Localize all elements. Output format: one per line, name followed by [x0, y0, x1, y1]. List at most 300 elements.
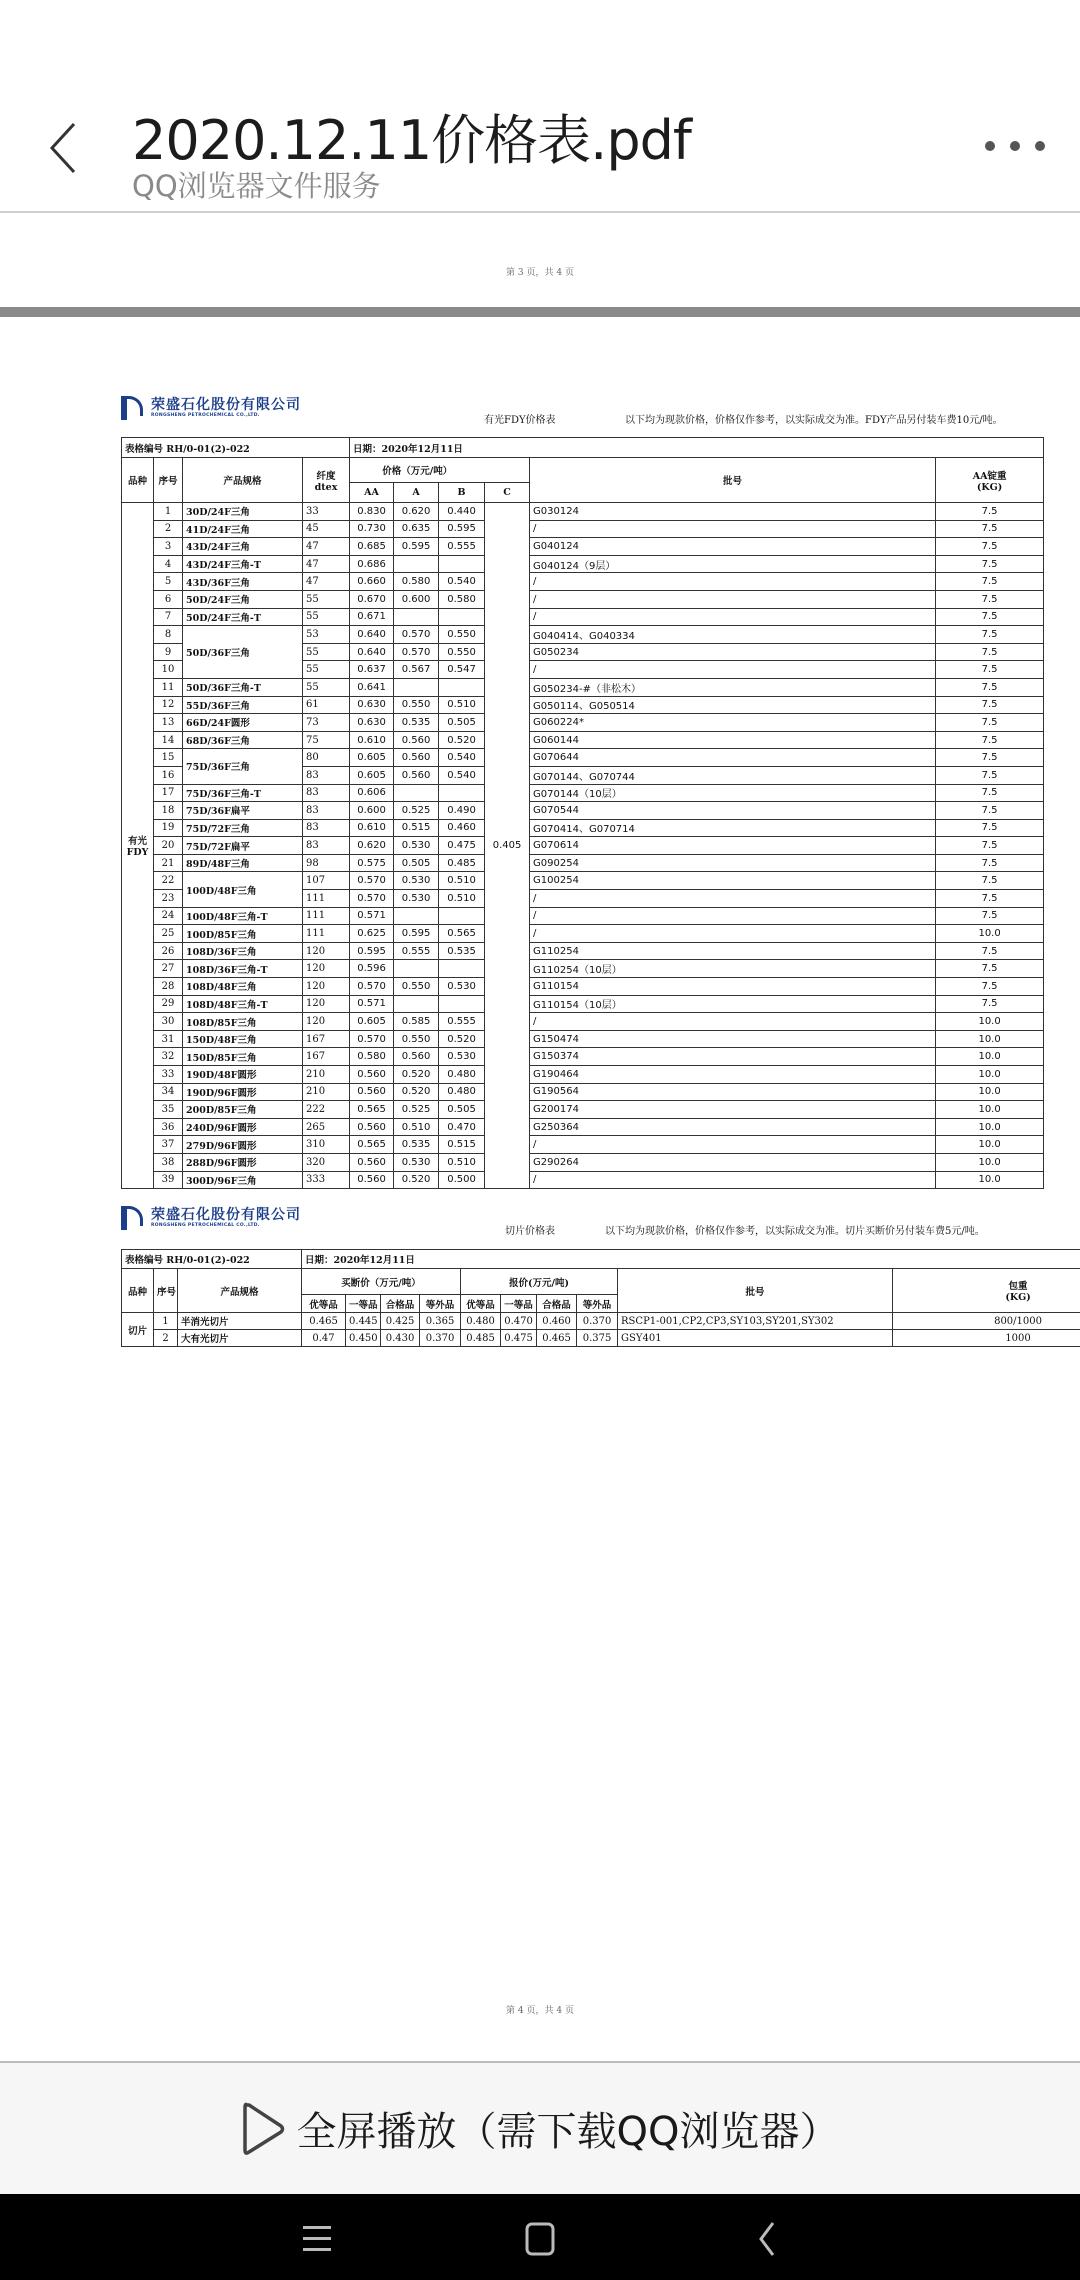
table-row — [122, 819, 1044, 837]
chip-header-q3: 合格品 — [537, 1295, 577, 1313]
row-weight: 10.0 — [936, 1171, 1044, 1189]
row-price-b: 0.510 — [439, 890, 485, 908]
row-dtex: 107 — [303, 872, 350, 890]
row-batch: / — [530, 890, 936, 908]
more-options-button[interactable] — [985, 136, 1045, 156]
row-price-aa: 0.560 — [350, 1118, 394, 1136]
row-spec: 108D/36F三角-T — [183, 960, 303, 978]
row-weight: 10.0 — [936, 1048, 1044, 1066]
row-batch: / — [530, 925, 936, 943]
header-seq: 序号 — [154, 458, 183, 503]
row-price-a: 0.530 — [394, 890, 439, 908]
chip-variety: 切片 — [122, 1313, 154, 1347]
table-row — [122, 1101, 1044, 1119]
row-seq: 24 — [154, 907, 183, 925]
row-price-a: 0.585 — [394, 1013, 439, 1031]
row-seq: 34 — [154, 1083, 183, 1101]
row-price-b: 0.520 — [439, 731, 485, 749]
table-row — [122, 503, 1044, 521]
row-dtex: 120 — [303, 942, 350, 960]
row-price-b — [439, 960, 485, 978]
chip-header-variety: 品种 — [122, 1269, 154, 1313]
row-price-aa: 0.670 — [350, 590, 394, 608]
row-price-b: 0.580 — [439, 590, 485, 608]
row-seq: 11 — [154, 678, 183, 696]
row-dtex: 47 — [303, 573, 350, 591]
row-seq: 5 — [154, 573, 183, 591]
chip-seq: 1 — [154, 1313, 178, 1330]
row-batch: / — [530, 573, 936, 591]
row-price-a: 0.530 — [394, 1153, 439, 1171]
row-dtex: 310 — [303, 1136, 350, 1154]
row-dtex: 75 — [303, 731, 350, 749]
row-price-aa: 0.640 — [350, 626, 394, 644]
row-spec: 240D/96F圆形 — [183, 1118, 303, 1136]
chip-table-title: 切片价格表 — [505, 1226, 555, 1237]
row-spec: 50D/24F三角-T — [183, 608, 303, 626]
row-dtex: 55 — [303, 590, 350, 608]
table-row — [122, 837, 1044, 855]
row-spec: 100D/85F三角 — [183, 925, 303, 943]
row-price-aa: 0.830 — [350, 503, 394, 521]
page-4-footer: 第 4 页，共 4 页 — [506, 2006, 574, 2016]
row-price-a: 0.620 — [394, 503, 439, 521]
table-row — [122, 714, 1044, 732]
chip-quote-g3: 0.460 — [537, 1313, 577, 1330]
row-seq: 4 — [154, 555, 183, 573]
chip-header-seq: 序号 — [154, 1269, 178, 1313]
row-price-a: 0.530 — [394, 837, 439, 855]
row-batch: / — [530, 1136, 936, 1154]
chip-header-g4: 等外品 — [420, 1295, 461, 1313]
row-spec: 300D/96F三角 — [183, 1171, 303, 1189]
back-button[interactable] — [44, 120, 84, 176]
row-spec: 89D/48F三角 — [183, 854, 303, 872]
row-price-b: 0.470 — [439, 1118, 485, 1136]
row-price-b: 0.510 — [439, 1153, 485, 1171]
row-weight: 7.5 — [936, 626, 1044, 644]
row-price-a: 0.525 — [394, 1101, 439, 1119]
row-batch: / — [530, 608, 936, 626]
row-weight: 10.0 — [936, 1153, 1044, 1171]
row-price-aa: 0.605 — [350, 766, 394, 784]
row-batch: G070644 — [530, 749, 936, 767]
row-dtex: 55 — [303, 608, 350, 626]
row-dtex: 222 — [303, 1101, 350, 1119]
row-batch: G070414、G070714 — [530, 819, 936, 837]
row-price-aa: 0.730 — [350, 520, 394, 538]
row-seq: 26 — [154, 942, 183, 960]
row-price-b — [439, 555, 485, 573]
row-seq: 30 — [154, 1013, 183, 1031]
row-spec: 50D/24F三角 — [183, 590, 303, 608]
row-price-b: 0.475 — [439, 837, 485, 855]
company-logo-2 — [121, 1206, 301, 1230]
row-weight: 7.5 — [936, 890, 1044, 908]
row-price-b: 0.540 — [439, 766, 485, 784]
table-row — [122, 573, 1044, 591]
chip-buyout-g4: 0.365 — [420, 1313, 461, 1330]
chip-form-no: 表格编号 RH/0-01(2)-022 — [122, 1250, 302, 1269]
row-seq: 36 — [154, 1118, 183, 1136]
row-price-b: 0.510 — [439, 872, 485, 890]
chip-date: 日期：2020年12月11日 — [302, 1250, 1080, 1269]
row-price-aa: 0.606 — [350, 784, 394, 802]
row-price-aa: 0.570 — [350, 978, 394, 996]
chip-buyout-g2: 0.450 — [346, 1330, 381, 1347]
page-separator — [0, 307, 1080, 317]
chip-buyout-g1: 0.47 — [302, 1330, 346, 1347]
row-seq: 17 — [154, 784, 183, 802]
row-price-a: 0.560 — [394, 731, 439, 749]
row-dtex: 111 — [303, 925, 350, 943]
row-price-b: 0.485 — [439, 854, 485, 872]
row-spec: 50D/36F三角 — [183, 626, 303, 679]
row-weight: 7.5 — [936, 696, 1044, 714]
chip-batch: RSCP1-001,CP2,CP3,SY103,SY201,SY302 — [618, 1313, 893, 1330]
row-price-a: 0.505 — [394, 854, 439, 872]
row-spec: 200D/85F三角 — [183, 1101, 303, 1119]
row-weight: 10.0 — [936, 1013, 1044, 1031]
row-weight: 7.5 — [936, 538, 1044, 556]
row-dtex: 73 — [303, 714, 350, 732]
row-price-a: 0.570 — [394, 643, 439, 661]
header-dtex — [303, 458, 350, 503]
header-dtex-line1: 纤度 — [316, 470, 336, 482]
row-batch: G070614 — [530, 837, 936, 855]
row-seq: 22 — [154, 872, 183, 890]
row-dtex: 80 — [303, 749, 350, 767]
row-dtex: 83 — [303, 819, 350, 837]
chip-quote-g3: 0.465 — [537, 1330, 577, 1347]
row-spec: 75D/36F三角-T — [183, 784, 303, 802]
app-header — [0, 0, 1080, 212]
fdy-price-table — [121, 437, 1044, 1189]
row-seq: 12 — [154, 696, 183, 714]
row-weight: 7.5 — [936, 784, 1044, 802]
row-spec: 100D/48F三角 — [183, 872, 303, 907]
row-price-a: 0.535 — [394, 1136, 439, 1154]
row-seq: 7 — [154, 608, 183, 626]
row-batch: G100254 — [530, 872, 936, 890]
header-aa: AA — [350, 483, 394, 503]
row-batch: G050114、G050514 — [530, 696, 936, 714]
row-price-aa: 0.570 — [350, 890, 394, 908]
row-spec: 43D/36F三角 — [183, 573, 303, 591]
row-dtex: 111 — [303, 907, 350, 925]
row-weight: 10.0 — [936, 1136, 1044, 1154]
row-seq: 37 — [154, 1136, 183, 1154]
row-weight: 7.5 — [936, 643, 1044, 661]
table-row — [122, 1048, 1044, 1066]
row-seq: 32 — [154, 1048, 183, 1066]
row-price-aa: 0.641 — [350, 678, 394, 696]
row-spec: 75D/36F扁平 — [183, 802, 303, 820]
row-weight: 10.0 — [936, 1066, 1044, 1084]
row-weight: 7.5 — [936, 802, 1044, 820]
row-price-aa: 0.637 — [350, 661, 394, 679]
nav-recents-button[interactable] — [292, 2214, 342, 2264]
row-price-a: 0.550 — [394, 978, 439, 996]
row-spec: 41D/24F三角 — [183, 520, 303, 538]
row-dtex: 47 — [303, 538, 350, 556]
row-weight: 7.5 — [936, 573, 1044, 591]
row-price-aa: 0.565 — [350, 1136, 394, 1154]
row-price-aa: 0.560 — [350, 1171, 394, 1189]
row-weight: 7.5 — [936, 960, 1044, 978]
row-weight: 7.5 — [936, 837, 1044, 855]
row-weight: 7.5 — [936, 608, 1044, 626]
row-price-aa: 0.571 — [350, 907, 394, 925]
chip-header-weight-line2: (KG) — [1005, 1292, 1031, 1303]
row-batch: G070144、G070744 — [530, 766, 936, 784]
variety-line1: 有光 — [127, 836, 147, 848]
row-batch: G070544 — [530, 802, 936, 820]
row-price-a: 0.515 — [394, 819, 439, 837]
row-seq: 23 — [154, 890, 183, 908]
row-spec: 75D/72F扁平 — [183, 837, 303, 855]
row-spec: 75D/36F三角 — [183, 749, 303, 784]
row-batch: / — [530, 1013, 936, 1031]
row-weight: 7.5 — [936, 503, 1044, 521]
row-dtex: 320 — [303, 1153, 350, 1171]
row-price-aa: 0.560 — [350, 1083, 394, 1101]
row-seq: 35 — [154, 1101, 183, 1119]
company-name-cn: 荣盛石化股份有限公司 — [151, 397, 301, 413]
row-price-aa: 0.560 — [350, 1153, 394, 1171]
fullscreen-play-button[interactable] — [0, 2061, 1080, 2194]
header-weight — [936, 458, 1044, 503]
fullscreen-label: 全屏播放（需下载QQ浏览器） — [296, 2109, 840, 2155]
row-seq: 21 — [154, 854, 183, 872]
header-spec: 产品规格 — [183, 458, 303, 503]
row-price-a: 0.580 — [394, 573, 439, 591]
row-dtex: 333 — [303, 1171, 350, 1189]
row-spec: 55D/36F三角 — [183, 696, 303, 714]
row-price-aa: 0.620 — [350, 837, 394, 855]
table-row — [122, 1136, 1044, 1154]
row-price-aa: 0.575 — [350, 854, 394, 872]
row-spec: 75D/72F三角 — [183, 819, 303, 837]
row-dtex: 45 — [303, 520, 350, 538]
more-dot-icon — [1010, 141, 1020, 151]
chip-table-row — [122, 1313, 1080, 1330]
more-dot-icon — [1035, 141, 1045, 151]
more-dot-icon — [985, 141, 995, 151]
row-seq: 2 — [154, 520, 183, 538]
row-price-a — [394, 555, 439, 573]
row-price-a: 0.550 — [394, 1030, 439, 1048]
fdy-date: 日期：2020年12月11日 — [350, 438, 1044, 458]
row-seq: 14 — [154, 731, 183, 749]
row-weight: 7.5 — [936, 995, 1044, 1013]
row-dtex: 55 — [303, 661, 350, 679]
row-weight: 7.5 — [936, 555, 1044, 573]
chip-spec: 半消光切片 — [178, 1313, 302, 1330]
row-batch: G250364 — [530, 1118, 936, 1136]
row-seq: 8 — [154, 626, 183, 644]
row-dtex: 83 — [303, 802, 350, 820]
row-price-b: 0.540 — [439, 573, 485, 591]
row-price-a: 0.520 — [394, 1083, 439, 1101]
nav-back-button[interactable] — [742, 2214, 792, 2264]
row-batch: G150474 — [530, 1030, 936, 1048]
row-batch: / — [530, 1171, 936, 1189]
row-price-aa: 0.660 — [350, 573, 394, 591]
header-dtex-line2: dtex — [314, 481, 338, 493]
row-weight: 10.0 — [936, 1030, 1044, 1048]
file-subtitle: QQ浏览器文件服务 — [132, 169, 381, 203]
row-spec: 288D/96F圆形 — [183, 1153, 303, 1171]
row-weight: 7.5 — [936, 661, 1044, 679]
header-weight-line2: (KG) — [976, 481, 1003, 493]
row-price-a: 0.510 — [394, 1118, 439, 1136]
row-price-b: 0.505 — [439, 714, 485, 732]
chip-header-g3: 合格品 — [381, 1295, 420, 1313]
chip-quote-g4: 0.375 — [577, 1330, 618, 1347]
row-price-aa: 0.625 — [350, 925, 394, 943]
row-price-aa: 0.595 — [350, 942, 394, 960]
row-batch: G040414、G040334 — [530, 626, 936, 644]
row-spec: 50D/36F三角-T — [183, 678, 303, 696]
row-weight: 10.0 — [936, 1101, 1044, 1119]
row-price-aa: 0.630 — [350, 696, 394, 714]
row-seq: 27 — [154, 960, 183, 978]
chip-weight: 1000 — [893, 1330, 1080, 1347]
row-price-b: 0.515 — [439, 1136, 485, 1154]
row-batch: G060144 — [530, 731, 936, 749]
header-a: A — [394, 483, 439, 503]
chip-buyout-g2: 0.445 — [346, 1313, 381, 1330]
row-dtex: 98 — [303, 854, 350, 872]
row-seq: 10 — [154, 661, 183, 679]
row-spec: 68D/36F三角 — [183, 731, 303, 749]
row-price-a — [394, 784, 439, 802]
row-batch: G150374 — [530, 1048, 936, 1066]
chip-quote-g2: 0.475 — [501, 1330, 537, 1347]
company-name-en: RONGSHENG PETROCHEMICAL CO.,LTD. — [151, 413, 260, 418]
row-price-a: 0.567 — [394, 661, 439, 679]
chip-buyout-g1: 0.465 — [302, 1313, 346, 1330]
row-batch: G200174 — [530, 1101, 936, 1119]
chip-buyout-g3: 0.425 — [381, 1313, 420, 1330]
row-weight: 10.0 — [936, 1118, 1044, 1136]
row-price-a: 0.635 — [394, 520, 439, 538]
pdf-viewer[interactable] — [0, 213, 1080, 2020]
row-spec: 108D/48F三角-T — [183, 995, 303, 1013]
row-price-a — [394, 608, 439, 626]
row-weight: 7.5 — [936, 819, 1044, 837]
row-batch: G070144（10层） — [530, 784, 936, 802]
row-seq: 16 — [154, 766, 183, 784]
row-dtex: 120 — [303, 960, 350, 978]
row-price-b: 0.440 — [439, 503, 485, 521]
row-batch: G050234 — [530, 643, 936, 661]
table-row — [122, 520, 1044, 538]
row-spec: 190D/48F圆形 — [183, 1066, 303, 1084]
row-price-aa: 0.560 — [350, 1066, 394, 1084]
row-weight: 7.5 — [936, 766, 1044, 784]
chip-quote-g1: 0.480 — [461, 1313, 501, 1330]
row-batch: / — [530, 590, 936, 608]
table-row — [122, 854, 1044, 872]
row-weight: 7.5 — [936, 854, 1044, 872]
header-weight-line1: AA锭重 — [972, 470, 1007, 482]
row-seq: 13 — [154, 714, 183, 732]
chip-header-buyout: 买断价（万元/吨） — [302, 1269, 461, 1295]
system-nav-bar — [0, 2194, 1080, 2280]
row-seq: 39 — [154, 1171, 183, 1189]
chip-buyout-g3: 0.430 — [381, 1330, 420, 1347]
chip-header-q4: 等外品 — [577, 1295, 618, 1313]
row-price-aa: 0.580 — [350, 1048, 394, 1066]
row-seq: 19 — [154, 819, 183, 837]
row-weight: 7.5 — [936, 907, 1044, 925]
row-spec: 279D/96F圆形 — [183, 1136, 303, 1154]
row-dtex: 111 — [303, 890, 350, 908]
row-batch: / — [530, 520, 936, 538]
row-weight: 7.5 — [936, 590, 1044, 608]
row-batch: G040124（9层） — [530, 555, 936, 573]
row-dtex: 167 — [303, 1048, 350, 1066]
row-weight: 7.5 — [936, 872, 1044, 890]
row-dtex: 167 — [303, 1030, 350, 1048]
row-price-a: 0.520 — [394, 1066, 439, 1084]
row-batch: G110254 — [530, 942, 936, 960]
row-seq: 31 — [154, 1030, 183, 1048]
row-spec: 150D/48F三角 — [183, 1030, 303, 1048]
row-price-aa: 0.570 — [350, 1030, 394, 1048]
row-price-b: 0.535 — [439, 942, 485, 960]
fdy-form-no: 表格编号 RH/0-01(2)-022 — [122, 438, 350, 458]
chip-price-table — [121, 1249, 1080, 1347]
row-price-aa: 0.571 — [350, 995, 394, 1013]
row-dtex: 120 — [303, 1013, 350, 1031]
table-row — [122, 608, 1044, 626]
row-price-aa: 0.630 — [350, 714, 394, 732]
row-batch: G110254（10层） — [530, 960, 936, 978]
company-name-en-2: RONGSHENG PETROCHEMICAL CO.,LTD. — [151, 1223, 260, 1228]
row-spec: 43D/24F三角-T — [183, 555, 303, 573]
nav-home-button[interactable] — [515, 2214, 565, 2264]
header-c: C — [485, 483, 530, 503]
table-row — [122, 1030, 1044, 1048]
row-weight: 7.5 — [936, 520, 1044, 538]
price-c-cell: 0.405 — [485, 503, 530, 1189]
row-dtex: 265 — [303, 1118, 350, 1136]
table-row — [122, 942, 1044, 960]
row-weight: 7.5 — [936, 749, 1044, 767]
row-dtex: 83 — [303, 766, 350, 784]
row-dtex: 83 — [303, 837, 350, 855]
row-weight: 7.5 — [936, 731, 1044, 749]
row-price-aa: 0.605 — [350, 749, 394, 767]
table-row — [122, 907, 1044, 925]
row-price-b: 0.480 — [439, 1066, 485, 1084]
row-price-aa: 0.640 — [350, 643, 394, 661]
row-weight: 10.0 — [936, 925, 1044, 943]
row-price-b: 0.490 — [439, 802, 485, 820]
row-spec: 108D/36F三角 — [183, 942, 303, 960]
row-weight: 7.5 — [936, 714, 1044, 732]
chevron-left-icon — [44, 120, 84, 176]
row-price-b — [439, 784, 485, 802]
row-batch: G110154（10层） — [530, 995, 936, 1013]
row-price-b: 0.547 — [439, 661, 485, 679]
row-spec: 190D/96F圆形 — [183, 1083, 303, 1101]
row-dtex: 83 — [303, 784, 350, 802]
table-row — [122, 555, 1044, 573]
